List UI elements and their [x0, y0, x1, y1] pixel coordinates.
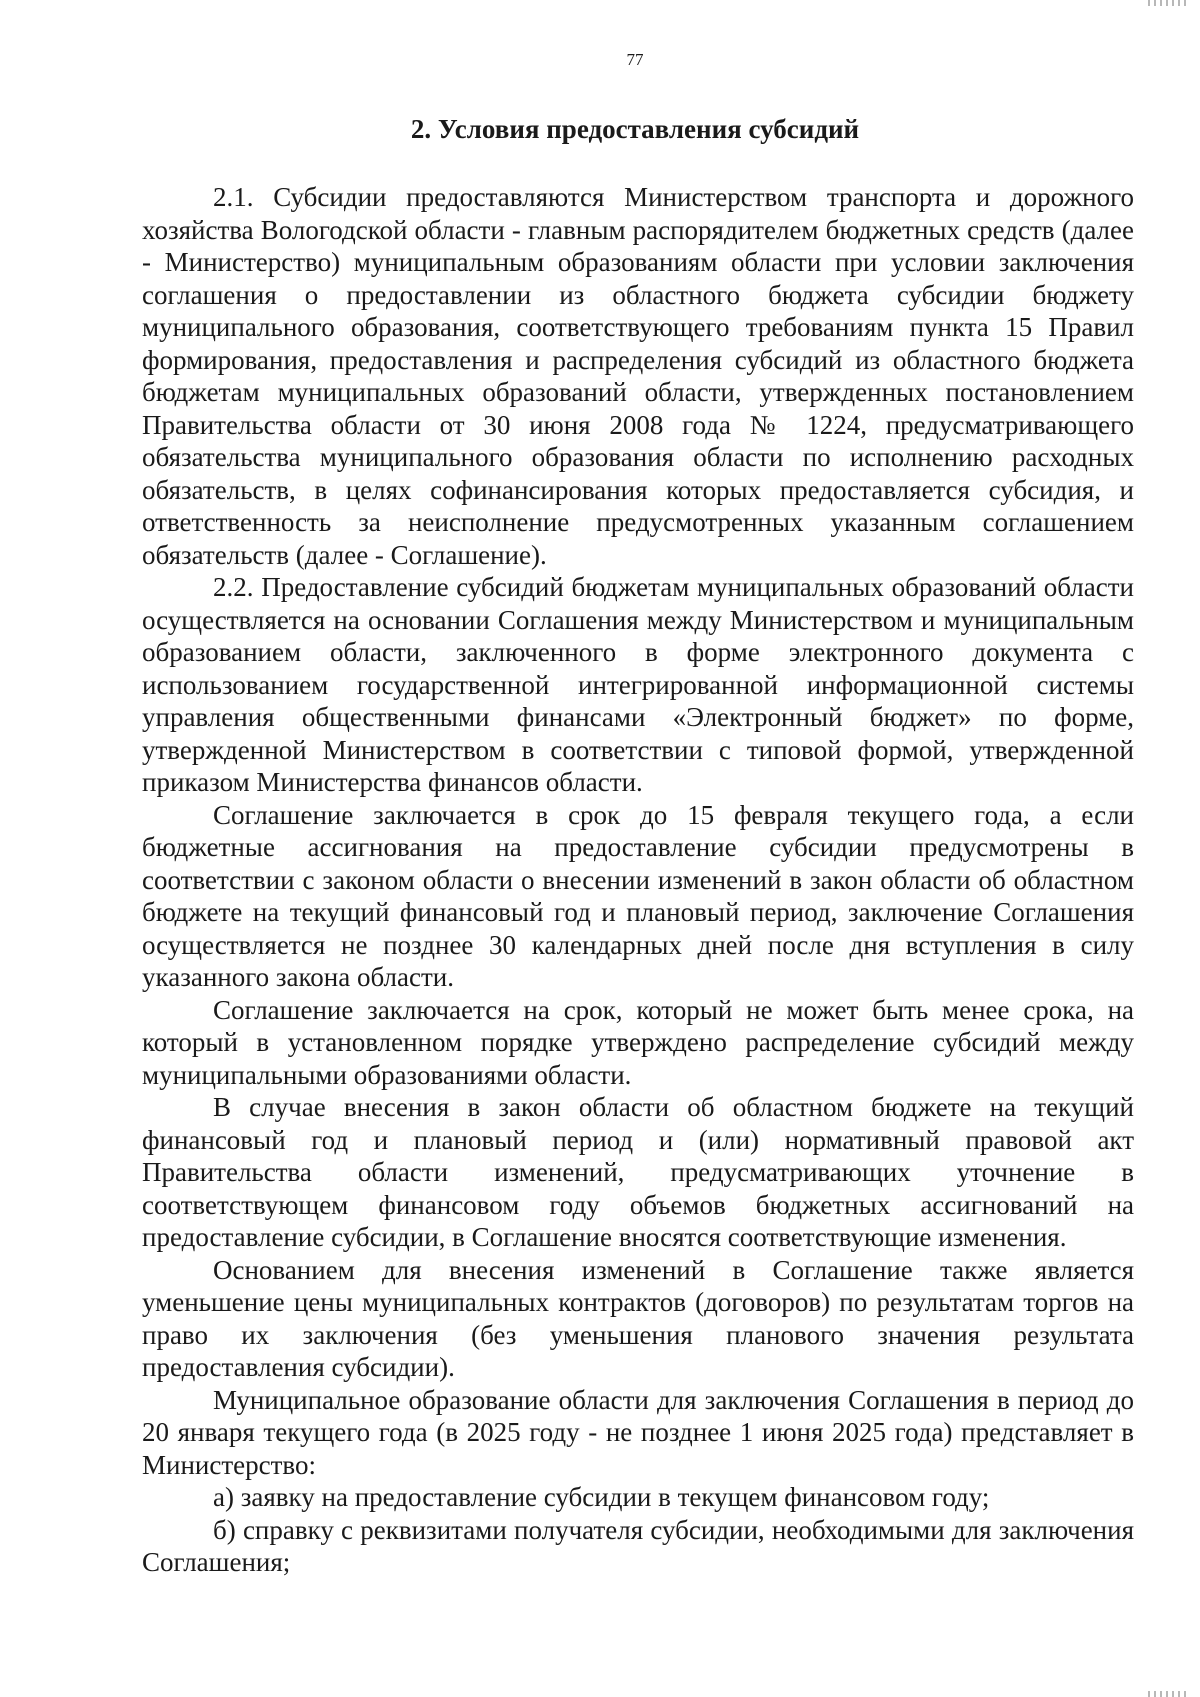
- document-body: [142, 181, 1134, 1579]
- list-item-a: а) заявку на предоставление субсидии в текущем финансовом году;: [213, 1482, 990, 1512]
- scan-artifact-bottom: [1148, 1691, 1188, 1697]
- paragraph-amendment-grounds: Основанием для внесения изменений в Соглашение также является уменьшение цены муниципальных контрактов (договоров) по результатам торгов на право их заключения (без уменьшения планового значения результата предоставления субсидии).: [142, 1254, 1134, 1382]
- section-title: 2. Условия предоставления субсидий: [410, 114, 860, 144]
- paragraph-agreement-term: Соглашение заключается на срок, который не может быть менее срока, на который в установленном порядке утверждено распределение субсидий между муниципальными образованиями области.: [142, 994, 1134, 1090]
- paragraph-agreement-deadline: Соглашение заключается в срок до 15 февраля текущего года, а если бюджетные ассигнования на предоставление субсидии предусмотрены в соответствии с законом области о внесении изменений в закон области об областном бюджете на текущий финансовый год и плановый период, заключение Соглашения осуществляется не позднее 30 календарных дней после дня вступления в силу указанного закона области.: [142, 799, 1134, 992]
- scan-artifact-top: [1148, 0, 1188, 6]
- paragraph-2-1: 2.1. Субсидии предоставляются Министерством транспорта и дорожного хозяйства Вологодской области - главным распорядителем бюджетных средств (далее - Министерство) муниципальным образованиям области при условии заключения соглашения о предоставлении из областного бюджета субсидии бюджету муниципального образования, соответствующего требованиям пункта 15 Правил формирования, предоставления и распределения субсидий из областного бюджета бюджетам муниципальных образований области, утвержденных постановлением Правительства области от 30 июня 2008 года № 1224, предусматривающего обязательства муниципального образования области по исполнению расходных обязательств, в целях софинансирования которых предоставляется субсидия, и ответственность за неисполнение предусмотренных указанным соглашением обязательств (далее - Соглашение).: [142, 182, 1134, 570]
- paragraph-amendments: В случае внесения в закон области об областном бюджете на текущий финансовый год и плановый период и (или) нормативный правовой акт Правительства области изменений, предусматривающих уточнение в соответствующем финансовом году объемов бюджетных ассигнований на предоставление субсидии, в Соглашение вносятся соответствующие изменения.: [142, 1092, 1134, 1252]
- list-item-b: б) справку с реквизитами получателя субсидии, необходимыми для заключения Соглашения;: [142, 1514, 1134, 1577]
- paragraph-submission: Муниципальное образование области для заключения Соглашения в период до 20 января текущего года (в 2025 году - не позднее 1 июня 2025 года) представляет в Министерство:: [142, 1384, 1134, 1480]
- page-number: 77: [626, 50, 644, 69]
- paragraph-2-2: 2.2. Предоставление субсидий бюджетам муниципальных образований области осуществляется на основании Соглашения между Министерством и муниципальным образованием области, заключенного в форме электронного документа с использованием государственной интегрированной информационной системы управления общественными финансами «Электронный бюджет» по форме, утвержденной Министерством в соответствии с типовой формой, утвержденной приказом Министерства финансов области.: [142, 572, 1134, 797]
